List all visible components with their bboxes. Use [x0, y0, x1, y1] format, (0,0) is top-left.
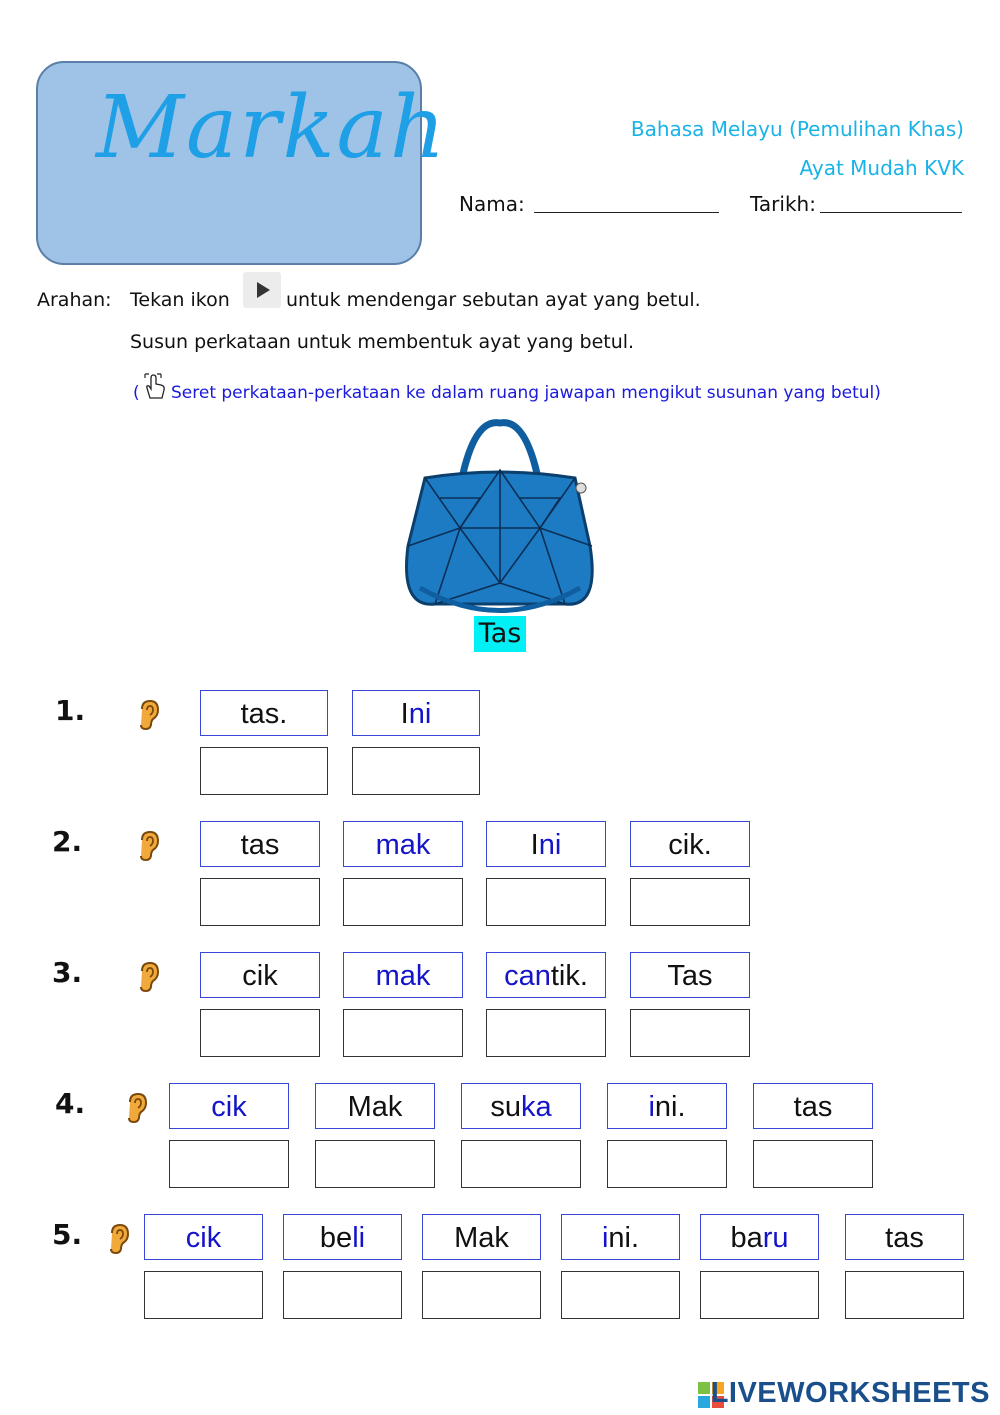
- word-syllable: ni.: [654, 1091, 686, 1123]
- word-syllable: ni.: [608, 1222, 640, 1254]
- name-field[interactable]: [534, 212, 719, 213]
- instruction-text-1b: untuk mendengar sebutan ayat yang betul.: [286, 289, 701, 311]
- answer-drop-slot[interactable]: [283, 1271, 402, 1319]
- answer-drop-slot[interactable]: [352, 747, 480, 795]
- date-label: Tarikh:: [750, 192, 816, 216]
- instruction-label: Arahan:: [37, 289, 112, 311]
- draggable-word-tile[interactable]: [200, 952, 320, 998]
- drag-hand-icon: [141, 370, 169, 402]
- draggable-word-tile[interactable]: [561, 1214, 680, 1260]
- word-syllable: tik.: [550, 960, 588, 992]
- audio-ear-icon[interactable]: [106, 1223, 130, 1255]
- answer-drop-slot[interactable]: [630, 878, 750, 926]
- word-syllable: i: [601, 1222, 609, 1254]
- word-syllable: li: [352, 1222, 366, 1254]
- draggable-word-tile[interactable]: [845, 1214, 964, 1260]
- audio-ear-icon[interactable]: [136, 961, 160, 993]
- word-syllable: ka: [521, 1091, 552, 1123]
- answer-drop-slot[interactable]: [343, 1009, 463, 1057]
- answer-drop-slot[interactable]: [200, 1009, 320, 1057]
- word-syllable: tas: [793, 1091, 833, 1123]
- word-syllable: mak: [375, 829, 431, 861]
- brand-name: LIVEWORKSHEETS: [710, 1377, 990, 1409]
- word-syllable: I: [400, 698, 409, 730]
- answer-drop-slot[interactable]: [630, 1009, 750, 1057]
- hint-open-paren: (: [133, 383, 140, 403]
- worksheet-title: Ayat Mudah KVK: [799, 156, 964, 180]
- word-syllable: cik: [185, 1222, 222, 1254]
- draggable-word-tile[interactable]: [283, 1214, 402, 1260]
- draggable-word-tile[interactable]: [753, 1083, 873, 1129]
- draggable-word-tile[interactable]: [700, 1214, 819, 1260]
- play-icon: [243, 272, 281, 308]
- draggable-word-tile[interactable]: [630, 821, 750, 867]
- answer-drop-slot[interactable]: [486, 878, 606, 926]
- answer-drop-slot[interactable]: [144, 1271, 263, 1319]
- audio-ear-icon[interactable]: [136, 699, 160, 731]
- word-syllable: can: [504, 960, 551, 992]
- word-syllable: I: [530, 829, 539, 861]
- audio-ear-icon[interactable]: [136, 830, 160, 862]
- question-number: 4.: [55, 1087, 86, 1120]
- answer-drop-slot[interactable]: [422, 1271, 541, 1319]
- score-title: Markah: [96, 78, 448, 178]
- answer-drop-slot[interactable]: [315, 1140, 435, 1188]
- word-syllable: ni: [538, 829, 562, 861]
- answer-drop-slot[interactable]: [343, 878, 463, 926]
- draggable-word-tile[interactable]: [200, 690, 328, 736]
- name-label: Nama:: [459, 192, 525, 216]
- draggable-word-tile[interactable]: [607, 1083, 727, 1129]
- draggable-word-tile[interactable]: [200, 821, 320, 867]
- subject-title: Bahasa Melayu (Pemulihan Khas): [630, 117, 964, 141]
- draggable-word-tile[interactable]: [630, 952, 750, 998]
- word-syllable: tas: [240, 829, 280, 861]
- word-syllable: be: [319, 1222, 353, 1254]
- question-number: 5.: [52, 1218, 83, 1251]
- word-syllable: ni: [408, 698, 432, 730]
- draggable-word-tile[interactable]: [352, 690, 480, 736]
- answer-drop-slot[interactable]: [561, 1271, 680, 1319]
- word-syllable: ru: [762, 1222, 789, 1254]
- word-syllable: i: [648, 1091, 655, 1123]
- picture-caption: Tas: [474, 616, 526, 652]
- answer-drop-slot[interactable]: [200, 878, 320, 926]
- word-syllable: Mak: [454, 1222, 509, 1254]
- word-syllable: tas.: [240, 698, 288, 730]
- word-syllable: cik: [211, 1091, 247, 1123]
- question-number: 1.: [55, 694, 86, 727]
- draggable-word-tile[interactable]: [144, 1214, 263, 1260]
- drag-hint-text: Seret perkataan-perkataan ke dalam ruang jawapan mengikut susunan yang betul): [171, 383, 881, 403]
- draggable-word-tile[interactable]: [486, 952, 606, 998]
- answer-drop-slot[interactable]: [753, 1140, 873, 1188]
- word-syllable: cik.: [668, 829, 712, 861]
- word-syllable: su: [490, 1091, 521, 1123]
- answer-drop-slot[interactable]: [200, 747, 328, 795]
- draggable-word-tile[interactable]: [422, 1214, 541, 1260]
- answer-drop-slot[interactable]: [607, 1140, 727, 1188]
- draggable-word-tile[interactable]: [169, 1083, 289, 1129]
- date-field[interactable]: [820, 212, 962, 213]
- instruction-text-1a: Tekan ikon: [130, 289, 230, 311]
- subject-block: [631, 110, 964, 188]
- answer-drop-slot[interactable]: [845, 1271, 964, 1319]
- word-syllable: tas: [885, 1222, 924, 1254]
- draggable-word-tile[interactable]: [315, 1083, 435, 1129]
- answer-drop-slot[interactable]: [169, 1140, 289, 1188]
- answer-drop-slot[interactable]: [486, 1009, 606, 1057]
- draggable-word-tile[interactable]: [343, 952, 463, 998]
- answer-drop-slot[interactable]: [700, 1271, 819, 1319]
- question-number: 3.: [52, 956, 83, 989]
- draggable-word-tile[interactable]: [486, 821, 606, 867]
- word-syllable: Mak: [347, 1091, 403, 1123]
- word-syllable: Tas: [667, 960, 713, 992]
- question-number: 2.: [52, 825, 83, 858]
- handbag-image: [400, 418, 600, 618]
- word-syllable: ba: [730, 1222, 763, 1254]
- word-syllable: mak: [375, 960, 431, 992]
- instruction-text-2: Susun perkataan untuk membentuk ayat yang betul.: [130, 331, 635, 353]
- draggable-word-tile[interactable]: [343, 821, 463, 867]
- audio-ear-icon[interactable]: [124, 1092, 148, 1124]
- draggable-word-tile[interactable]: [461, 1083, 581, 1129]
- word-syllable: cik: [242, 960, 278, 992]
- answer-drop-slot[interactable]: [461, 1140, 581, 1188]
